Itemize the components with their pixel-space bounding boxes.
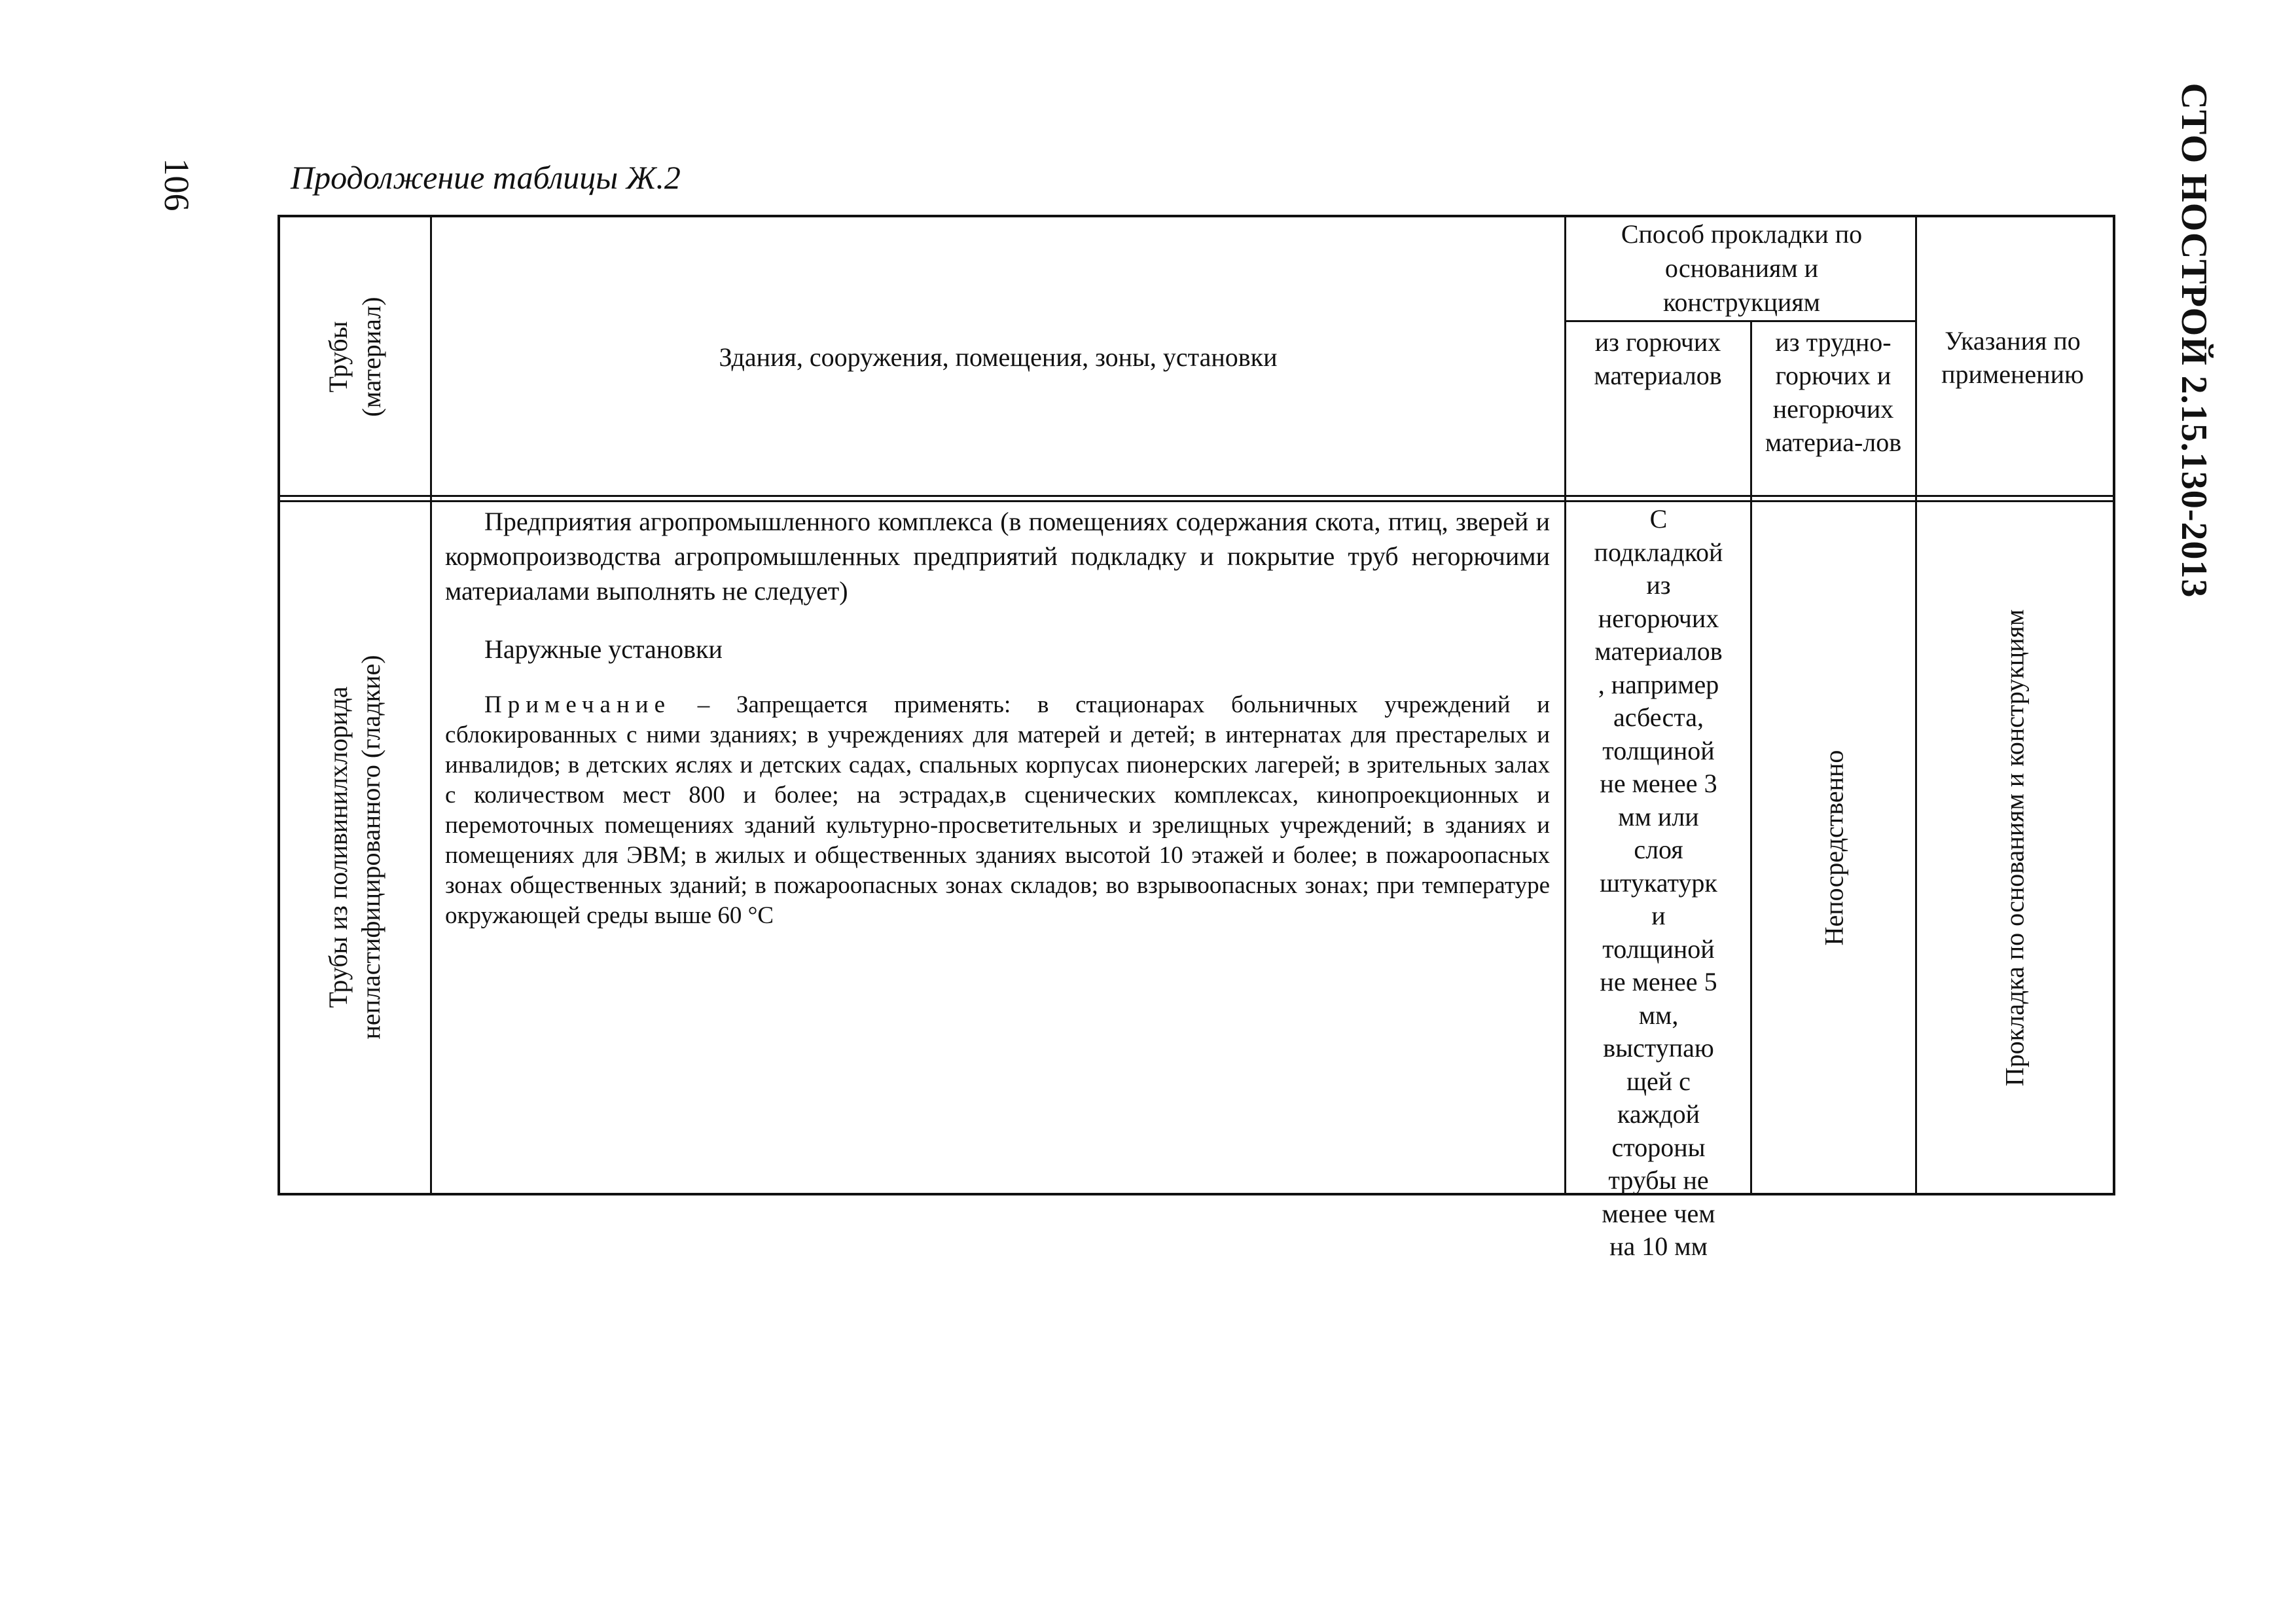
row-laying-combustible xyxy=(1566,503,1751,1264)
pipe-type-label: Трубы из поливинилхлорида непластифицированного (гладкие) xyxy=(323,655,386,1040)
note-label: Примечание xyxy=(484,691,671,718)
table-caption: Продолжение таблицы Ж.2 xyxy=(291,159,681,196)
buildings-paragraph-agro: Предприятия агропромышленного комплекса (в помещениях содержания скота, птиц, зверей и кормопроизводства агропромышленных предприятий подкладку и покрытие труб негорючими материалами выполнять не следует) xyxy=(445,507,1550,606)
col-laying-method-header xyxy=(1566,217,1918,319)
row-instructions: Прокладка по основаниям и конструкциям xyxy=(2000,609,2030,1087)
col-noncombustible-header xyxy=(1751,325,1915,459)
page-number: 106 xyxy=(157,158,196,211)
row-buildings-cell xyxy=(445,504,1550,931)
buildings-paragraph-outdoor: Наружные установки xyxy=(484,634,723,664)
col-pipes-header xyxy=(321,291,388,422)
laying-method-label: Способ прокладки по основаниям и конструкциям xyxy=(1621,219,1863,317)
noncombustible-label: из трудно-горючих и негорючих материа-лов xyxy=(1765,327,1902,457)
document-code: СТО НОСТРОЙ 2.15.130-2013 xyxy=(2174,82,2214,598)
col-combustible-header xyxy=(1566,325,1750,392)
col-pipes-header-label: Трубы (материал) xyxy=(323,297,386,417)
instructions-label: Указания по применению xyxy=(1941,326,2084,389)
row-laying-noncombustible: Непосредственно xyxy=(1819,750,1849,946)
col-instructions-header xyxy=(1918,324,2108,391)
laying-combustible-text: С подкладкой из негорючих материалов, например асбеста, толщиной не менее 3 мм или слоя штукатурки толщиной не менее 5 мм, выступающей с каждой стороны трубы не менее чем на 10 мм xyxy=(1594,504,1723,1261)
combustible-label: из горючих материалов xyxy=(1594,327,1722,390)
col-buildings-header: Здания, сооружения, помещения, зоны, установки xyxy=(719,342,1278,372)
note-text: – Запрещается применять: в стационарах больничных учреждений и сблокированных с ними зданиях; в учреждениях для матерей и детей; в интернатах для престарелых и инвалидов; в детских яслях и детских садах, спальных корпусах пионерских лагерей; в зрительных залах с количеством мест 800 и более; на эстрадах,в сценических комплексах, кинопроекционных и перемоточных помещениях зданий культурно-просветительных и зрелищных учреждений; в зданиях и помещениях для ЭВМ; в жилых и общественных зданиях высотой 10 этажей и более; в пожароопасных зонах общественных зданий; в пожароопасных зонах складов; во взрывоопасных зонах; при температуре окружающей среды выше 60 °С xyxy=(445,691,1551,929)
note-paragraph xyxy=(445,690,1550,931)
row-pipe-type xyxy=(322,611,387,1083)
